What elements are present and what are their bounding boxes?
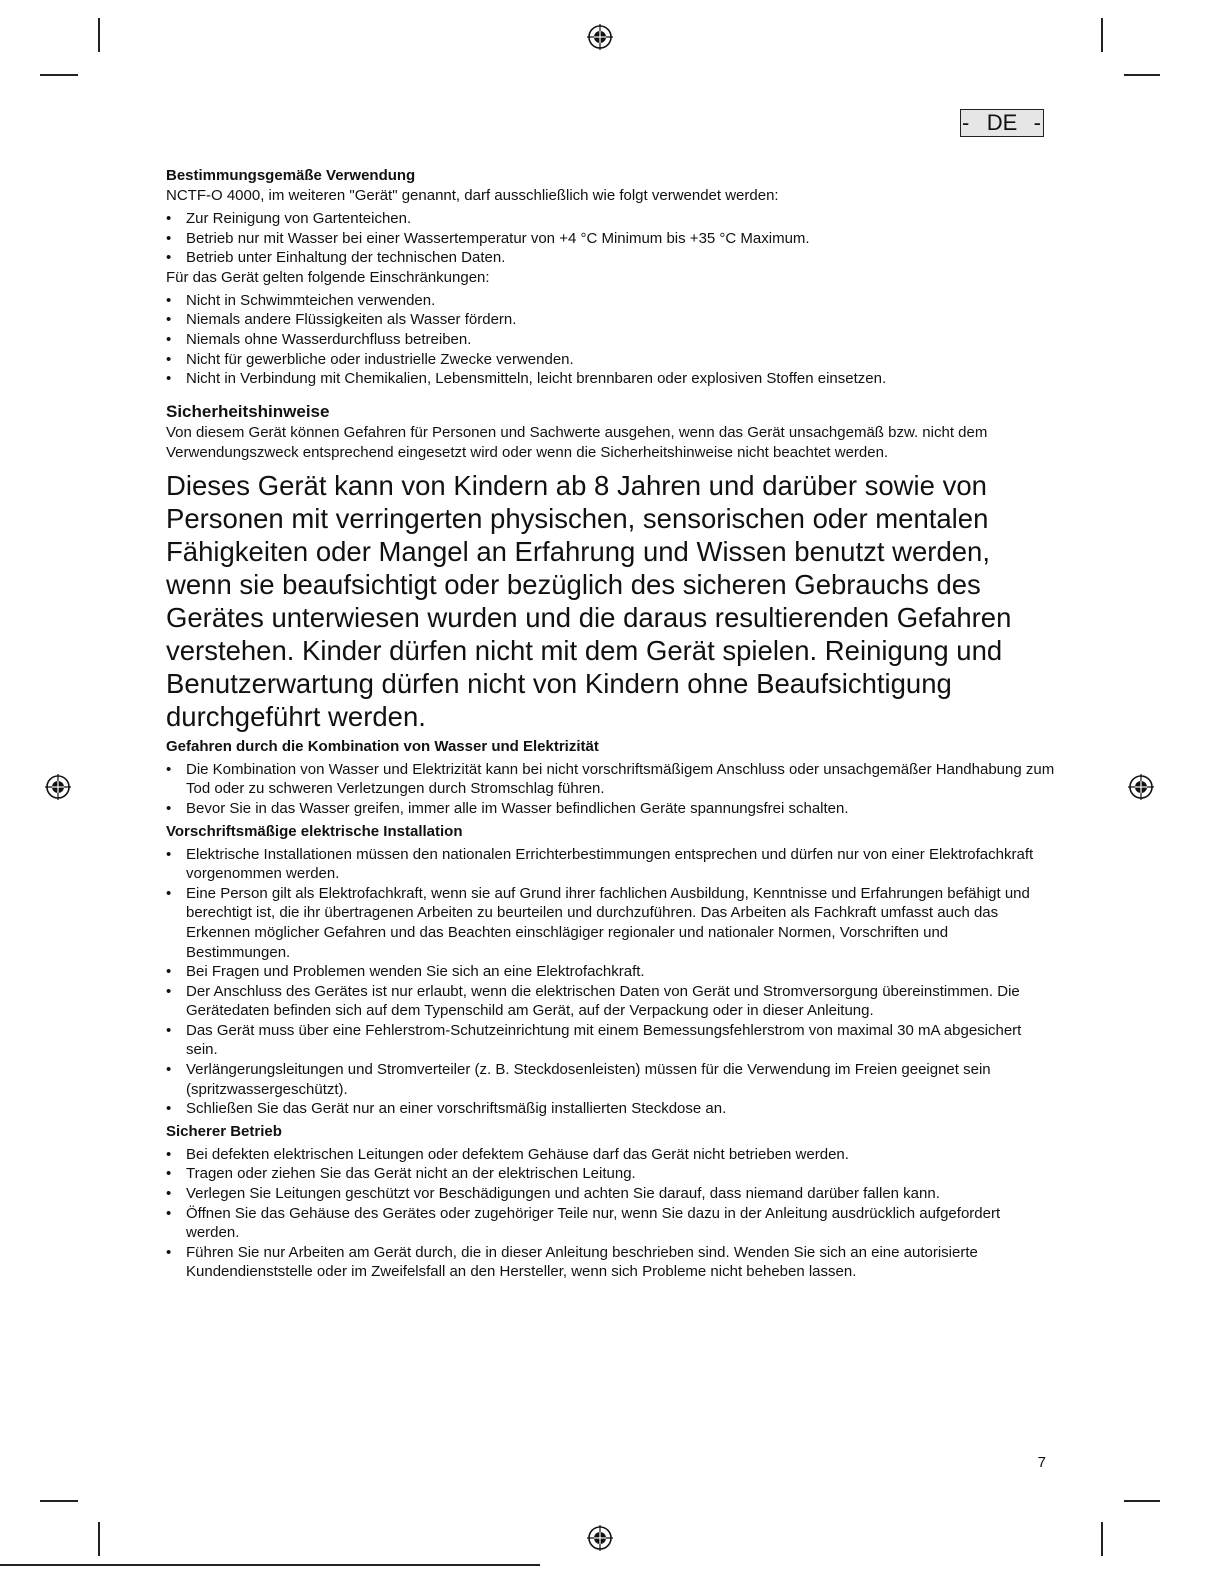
list-item: • Die Kombination von Wasser und Elektrizität kann bei nicht vorschriftsmäßigem Anschluss oder unsachgemäßer Handhabung zum Tod oder zu schweren Verletzungen durch Stromschlag führen. <box>166 760 1056 799</box>
list-item: • Betrieb nur mit Wasser bei einer Wassertemperatur von +4 °C Minimum bis +35 °C Maximum. <box>166 229 1056 249</box>
list-item: • Elektrische Installationen müssen den nationalen Errichterbestimmungen entsprechen und dürfen nur von einer Elektrofachkraft vorgenommen werden. <box>166 845 1056 884</box>
list-item: • Niemals andere Flüssigkeiten als Wasser fördern. <box>166 310 1056 330</box>
list-item: • Bevor Sie in das Wasser greifen, immer alle im Wasser befindlichen Geräte spannungsfrei schalten. <box>166 799 1056 819</box>
language-code: DE <box>986 110 1018 135</box>
crop-mark <box>98 1522 100 1556</box>
list-item: • Führen Sie nur Arbeiten am Gerät durch, die in dieser Anleitung beschrieben sind. Wenden Sie sich an eine autorisierte Kundendienststelle oder im Zweifelsfall an den Hersteller, wenn sich Probleme nicht beheben lassen. <box>166 1243 1056 1282</box>
registration-mark-icon <box>44 773 72 801</box>
intended-use-heading: Bestimmungsgemäße Verwendung <box>166 167 416 184</box>
page-number: 7 <box>1037 1454 1046 1471</box>
list-item: • Bei defekten elektrischen Leitungen oder defektem Gehäuse darf das Gerät nicht betrieben werden. <box>166 1145 1056 1165</box>
list-item: • Betrieb unter Einhaltung der technischen Daten. <box>166 248 1056 268</box>
crop-mark <box>1101 1522 1103 1556</box>
document-body <box>166 166 1056 1282</box>
safe-operation-heading: Sicherer Betrieb <box>166 1122 282 1140</box>
list-item: • Der Anschluss des Gerätes ist nur erlaubt, wenn die elektrischen Daten von Gerät und Stromversorgung übereinstimmen. Die Gerätedaten befinden sich auf dem Typenschild am Gerät, auf der Verpackung oder in dieser Anleitung. <box>166 982 1056 1021</box>
registration-mark-icon <box>586 23 614 51</box>
children-notice: Dieses Gerät kann von Kindern ab 8 Jahren und darüber sowie von Personen mit verringerten physischen, sensorischen oder mentalen Fähigkeiten oder Mangel an Erfahrung und Wissen benutzt werden, wenn sie beaufsichtigt oder bezüglich des sicheren Gebrauchs des Gerätes unterwiesen wurden und die daraus resultierenden Gefahren verstehen. Kinder dürfen nicht mit dem Gerät spielen. Reinigung und Benutzerwartung dürfen nicht von Kindern ohne Beaufsichtigung durchgeführt werden. <box>166 469 1012 732</box>
list-item: • Verlängerungsleitungen und Stromverteiler (z. B. Steckdosenleisten) müssen für die Verwendung im Freien geeignet sein (spritzwassergeschützt). <box>166 1060 1056 1099</box>
list-item: • Nicht in Schwimmteichen verwenden. <box>166 291 1056 311</box>
restrictions-intro: Für das Gerät gelten folgende Einschränkungen: <box>166 268 490 286</box>
language-tab-dash-left: - <box>962 110 970 135</box>
crop-mark <box>98 18 100 52</box>
safety-intro: Von diesem Gerät können Gefahren für Personen und Sachwerte ausgehen, wenn das Gerät unsachgemäß bzw. nicht dem Verwendungszweck entsprechend eingesetzt wird oder wenn die Sicherheitshinweise nicht beachtet werden. <box>166 423 988 461</box>
registration-mark-icon <box>1127 773 1155 801</box>
language-tab-dash-right: - <box>1033 110 1041 135</box>
crop-mark <box>40 74 78 76</box>
crop-mark <box>1124 74 1160 76</box>
list-item: • Verlegen Sie Leitungen geschützt vor Beschädigungen und achten Sie darauf, dass niemand darüber fallen kann. <box>166 1184 1056 1204</box>
crop-mark <box>1101 18 1103 52</box>
list-item: • Das Gerät muss über eine Fehlerstrom-Schutzeinrichtung mit einem Bemessungsfehlerstrom von maximal 30 mA abgesichert sein. <box>166 1021 1056 1060</box>
intended-use-list <box>166 209 1056 268</box>
list-item: • Zur Reinigung von Gartenteichen. <box>166 209 1056 229</box>
footer-rule <box>0 1564 540 1566</box>
list-item: • Nicht für gewerbliche oder industrielle Zwecke verwenden. <box>166 350 1056 370</box>
electrical-installation-list <box>166 845 1056 1119</box>
registration-mark-icon <box>586 1524 614 1552</box>
restrictions-list <box>166 291 1056 389</box>
list-item: • Schließen Sie das Gerät nur an einer vorschriftsmäßig installierten Steckdose an. <box>166 1099 1056 1119</box>
crop-mark <box>1124 1500 1160 1502</box>
list-item: • Nicht in Verbindung mit Chemikalien, Lebensmitteln, leicht brennbaren oder explosiven Stoffen einsetzen. <box>166 369 1056 389</box>
list-item: • Niemals ohne Wasserdurchfluss betreiben. <box>166 330 1056 350</box>
safety-heading: Sicherheitshinweise <box>166 401 330 421</box>
intended-use-intro: NCTF-O 4000, im weiteren "Gerät" genannt, darf ausschließlich wie folgt verwendet werden: <box>166 187 779 204</box>
crop-mark <box>40 1500 78 1502</box>
list-item: • Öffnen Sie das Gehäuse des Gerätes oder zugehöriger Teile nur, wenn Sie dazu in der Anleitung ausdrücklich aufgefordert werden. <box>166 1204 1056 1243</box>
list-item: • Bei Fragen und Problemen wenden Sie sich an eine Elektrofachkraft. <box>166 962 1056 982</box>
water-electricity-heading: Gefahren durch die Kombination von Wasser und Elektrizität <box>166 737 599 755</box>
list-item: • Tragen oder ziehen Sie das Gerät nicht an der elektrischen Leitung. <box>166 1164 1056 1184</box>
language-tab <box>960 109 1044 137</box>
list-item: • Eine Person gilt als Elektrofachkraft, wenn sie auf Grund ihrer fachlichen Ausbildung, Kenntnisse und Erfahrungen befähigt und berechtigt ist, die ihr übertragenen Arbeiten zu beurteilen und durchzuführen. Das Arbeiten als Fachkraft umfasst auch das Erkennen möglicher Gefahren und das Beachten einschlägiger regionaler und nationaler Normen, Vorschriften und Bestimmungen. <box>166 884 1056 962</box>
safe-operation-list <box>166 1145 1056 1282</box>
water-electricity-list <box>166 760 1056 819</box>
electrical-installation-heading: Vorschriftsmäßige elektrische Installation <box>166 822 463 840</box>
